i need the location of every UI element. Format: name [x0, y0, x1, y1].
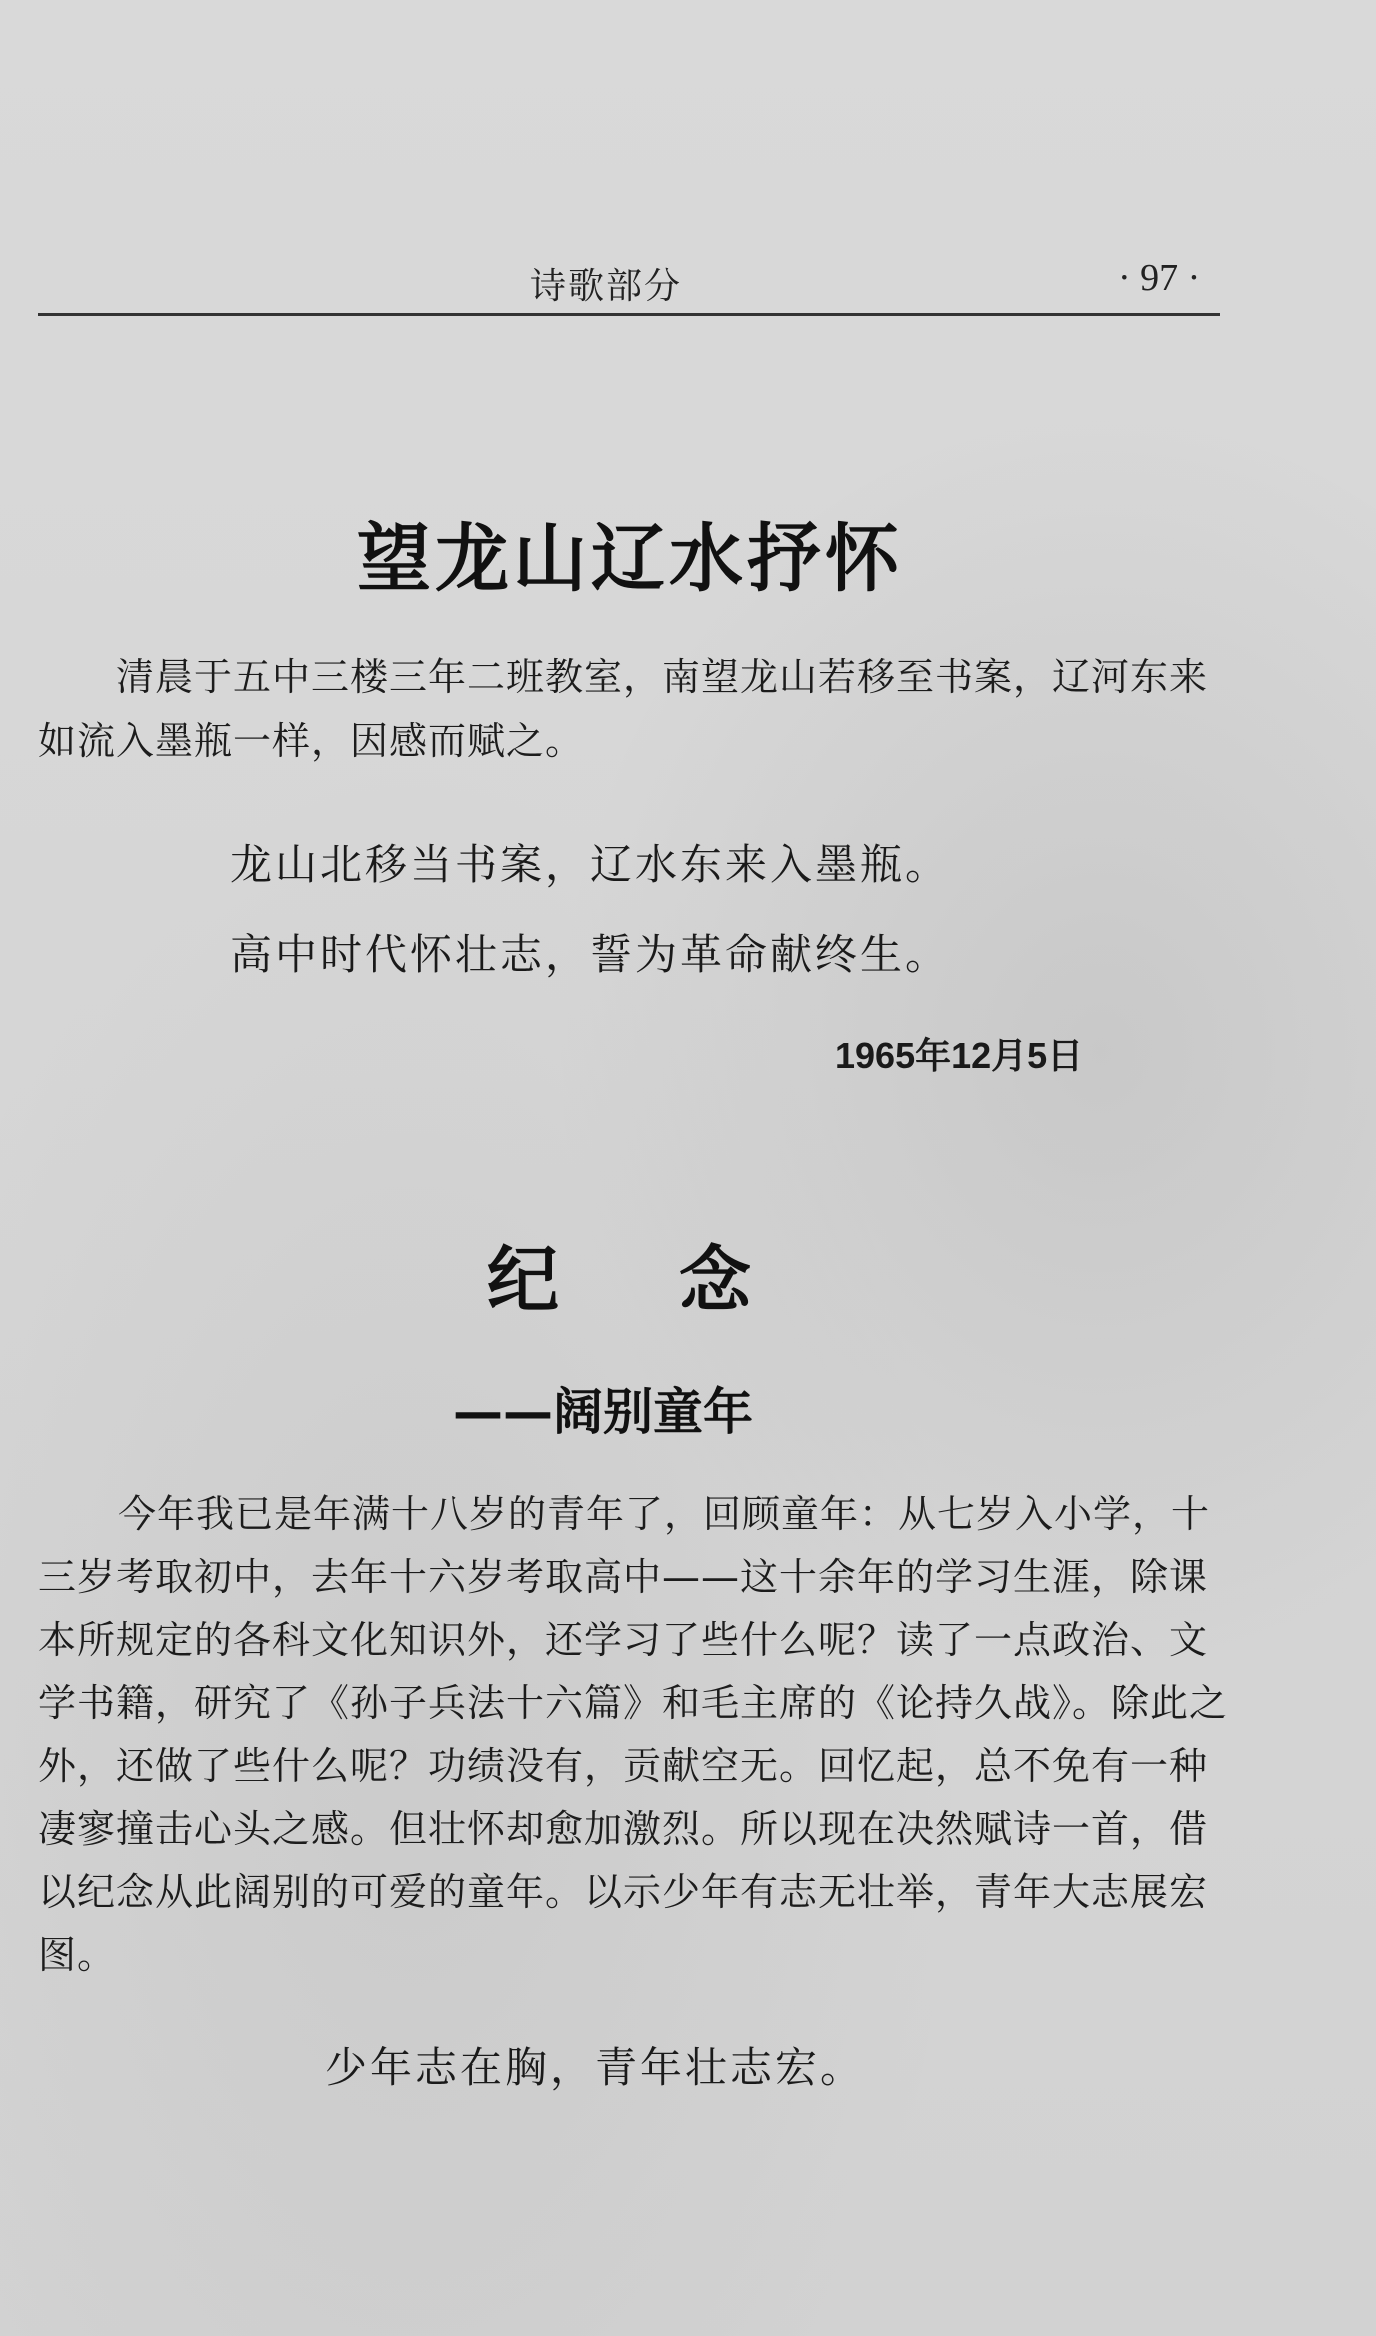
poem1-preface: 清晨于五中三楼三年二班教室，南望龙山若移至书案，辽河东来如流入墨瓶一样，因感而赋之。: [38, 655, 1209, 763]
poem1-title: 望龙山辽水抒怀: [357, 516, 903, 602]
poem2-first-line: 少年志在胸，青年壮志宏。: [325, 2043, 866, 2092]
poem1-date: 1965年12月5日: [835, 1035, 1084, 1076]
page-number: · 97 ·: [1118, 257, 1201, 299]
poem2-title: 纪念: [487, 1238, 872, 1322]
poem1-line-1: 龙山北移当书案，辽水东来入墨瓶。: [230, 840, 951, 889]
header-rule: [38, 313, 1220, 316]
running-header-section: 诗歌部分: [530, 266, 683, 307]
poem1-verse: [230, 820, 950, 1000]
poem1-line-2: 高中时代怀壮志，誓为革命献终生。: [230, 930, 951, 979]
poem2-preface: 今年我已是年满十八岁的青年了，回顾童年：从七岁入小学，十三岁考取初中，去年十六岁考取高中——这十余年的学习生涯，除课本所规定的各科文化知识外，还学习了些什么呢？读了一点政治、文学书籍，研究了《孙子兵法十六篇》和毛主席的《论持久战》。除此之外，还做了些什么呢？功绩没有，贡献空无。回忆起，总不免有一种凄寥撞击心头之感。但壮怀却愈加激烈。所以现在决然赋诗一首，借以纪念从此阔别的可爱的童年。以示少年有志无壮举，青年大志展宏图。: [38, 1492, 1229, 1977]
poem2-subtitle: ——阔别童年: [453, 1383, 753, 1441]
